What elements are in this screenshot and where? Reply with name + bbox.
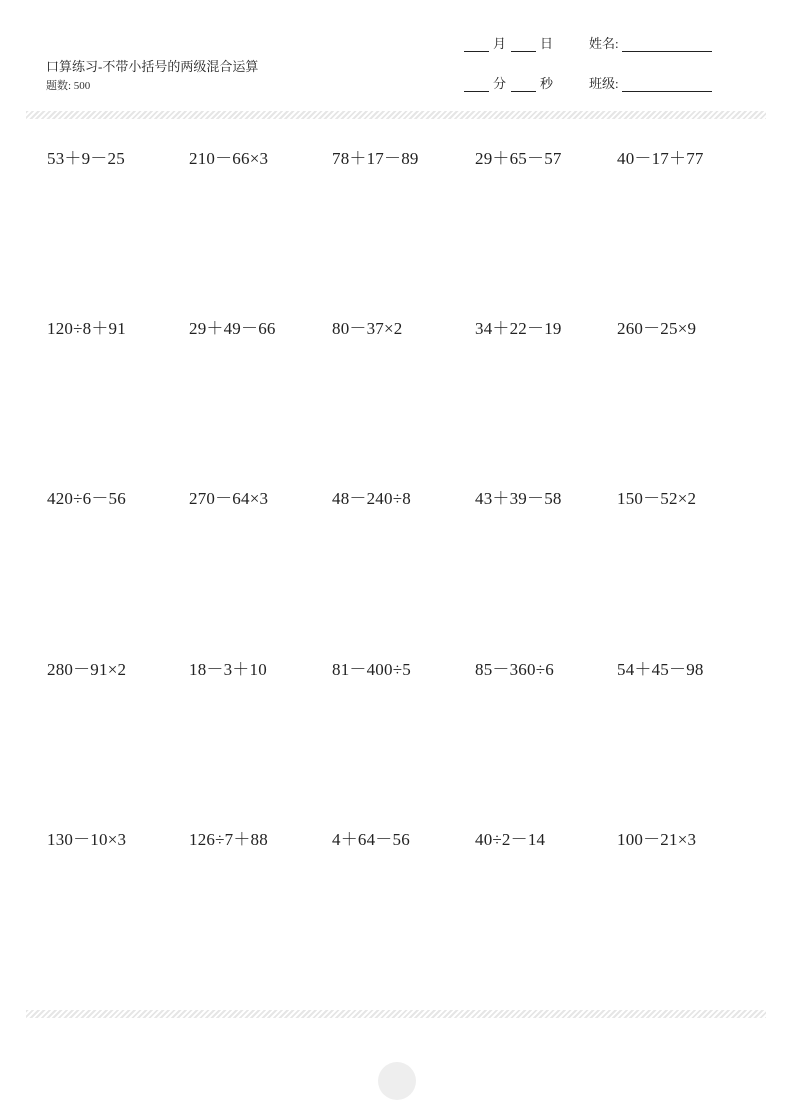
class-blank[interactable] (622, 77, 712, 92)
worksheet-title: 口算练习-不带小括号的两级混合运算 (46, 59, 259, 74)
second-blank[interactable] (511, 77, 536, 92)
problem-item: 18－3＋10 (189, 660, 267, 679)
date-row (464, 33, 558, 52)
problem-item: 270－64×3 (189, 489, 269, 508)
month-label: 月 (493, 36, 507, 51)
problem-item: 40÷2－14 (475, 830, 546, 849)
month-blank[interactable] (464, 37, 489, 52)
problem-item: 43＋39－58 (475, 489, 562, 508)
problem-item: 29＋65－57 (475, 149, 562, 168)
problem-item: 130－10×3 (47, 830, 127, 849)
second-label: 秒 (540, 76, 554, 91)
day-blank[interactable] (511, 37, 536, 52)
problem-item: 48－240÷8 (332, 489, 411, 508)
problem-item: 53＋9－25 (47, 149, 125, 168)
problem-item: 29＋49－66 (189, 319, 276, 338)
problem-item: 420÷6－56 (47, 489, 126, 508)
problem-item: 210－66×3 (189, 149, 269, 168)
minute-blank[interactable] (464, 77, 489, 92)
problem-item: 40－17＋77 (617, 149, 704, 168)
problem-item: 80－37×2 (332, 319, 403, 338)
page-indicator (378, 1062, 416, 1100)
name-blank[interactable] (622, 37, 712, 52)
problem-item: 260－25×9 (617, 319, 697, 338)
problem-item: 81－400÷5 (332, 660, 411, 679)
name-row (589, 33, 712, 52)
minute-label: 分 (493, 76, 507, 91)
problem-item: 4＋64－56 (332, 830, 410, 849)
class-row (589, 73, 712, 92)
bottom-divider (26, 1010, 766, 1018)
problem-item: 100－21×3 (617, 830, 697, 849)
day-label: 日 (540, 36, 554, 51)
time-row (464, 73, 558, 92)
problem-item: 280－91×2 (47, 660, 127, 679)
problem-count: 题数: 500 (46, 80, 91, 92)
top-divider (26, 111, 766, 119)
problem-item: 78＋17－89 (332, 149, 419, 168)
problem-item: 85－360÷6 (475, 660, 554, 679)
name-label: 姓名: (589, 36, 619, 51)
problem-item: 150－52×2 (617, 489, 697, 508)
problem-item: 120÷8＋91 (47, 319, 126, 338)
class-label: 班级: (589, 76, 619, 91)
problem-item: 34＋22－19 (475, 319, 562, 338)
problem-item: 54＋45－98 (617, 660, 704, 679)
problem-item: 126÷7＋88 (189, 830, 268, 849)
